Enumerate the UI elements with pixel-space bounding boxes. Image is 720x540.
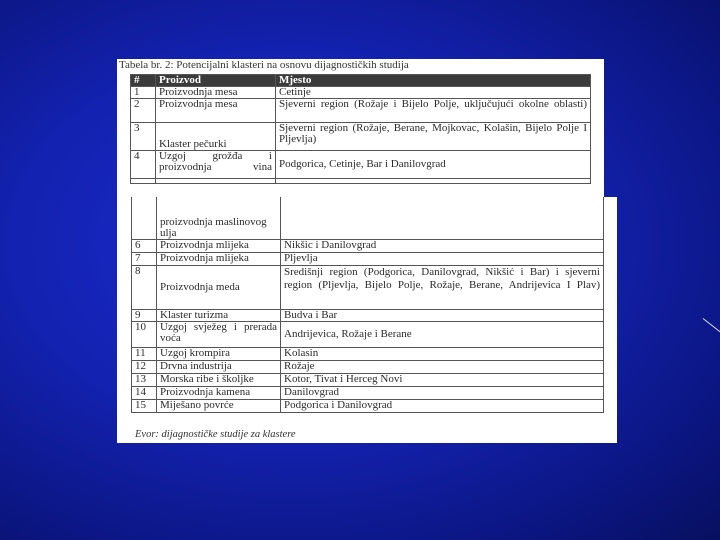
header-product: Proizvod [156, 75, 276, 87]
row-location: Nikšic i Danilovgrad [281, 239, 604, 252]
table-row [132, 360, 604, 373]
table-row [132, 347, 604, 360]
row-product: Drvna industrija [157, 360, 281, 373]
row-product: Klaster pečurki [156, 123, 276, 151]
clusters-table-bottom [131, 197, 604, 413]
table-row [132, 197, 604, 239]
row-product: Proizvodnja meda [157, 265, 281, 309]
row-location: Budva i Bar [281, 309, 604, 321]
row-product: Klaster turizma [157, 309, 281, 321]
row-num: 14 [132, 386, 157, 399]
table-row [131, 99, 591, 123]
table-row-cut [131, 179, 591, 184]
row-location: Rožaje [281, 360, 604, 373]
row-location: Pljevlja [281, 252, 604, 265]
row-location: Sjeverni region (Rožaje i Bijelo Polje, uključujući okolne oblasti) [276, 99, 591, 123]
table-row [132, 239, 604, 252]
row-num: 9 [132, 309, 157, 321]
table-row [132, 309, 604, 321]
row-location: Cetinje [276, 87, 591, 99]
row-product: Uzgoj krompira [157, 347, 281, 360]
row-product: Miješano povrće [157, 399, 281, 412]
row-num: 2 [131, 99, 156, 123]
row-product: Proizvodnja mlijeka [157, 239, 281, 252]
table-row [132, 373, 604, 386]
row-product: Proizvodnja kamena [157, 386, 281, 399]
table-row [132, 399, 604, 412]
row-num: 6 [132, 239, 157, 252]
table-row [132, 386, 604, 399]
row-product: Uzgoj grožđa i proizvodnja vina [156, 151, 276, 179]
row-num: 13 [132, 373, 157, 386]
clusters-table-top [130, 74, 591, 184]
row-num: 11 [132, 347, 157, 360]
row-location: Andrijevica, Rožaje i Berane [281, 321, 604, 347]
row-num: 12 [132, 360, 157, 373]
row-location: Podgorica i Danilovgrad [281, 399, 604, 412]
table-source-note: Evor: dijagnostičke studije za klastere [135, 429, 296, 440]
table-row [131, 87, 591, 99]
row-num: 3 [131, 123, 156, 151]
table-row [132, 321, 604, 347]
row-num: 4 [131, 151, 156, 179]
table-screenshot-top [117, 59, 604, 201]
row-location: Središnji region (Podgorica, Danilovgrad, Nikšić i Bar) i sjeverni region (Pljevlja, Bijelo Polje, Rožaje, Berane, Andrijevica I Plav) [281, 265, 604, 309]
table-row [132, 252, 604, 265]
row-product: Proizvodnja mesa [156, 99, 276, 123]
table-header-row [131, 75, 591, 87]
row-location: Danilovgrad [281, 386, 604, 399]
row-num: 7 [132, 252, 157, 265]
row-num [132, 197, 157, 239]
row-product: Proizvodnja mesa [156, 87, 276, 99]
row-location: Sjeverni region (Rožaje, Berane, Mojkovac, Kolašin, Bijelo Polje I Pljevlja) [276, 123, 591, 151]
table-row [132, 265, 604, 309]
row-num: 8 [132, 265, 157, 309]
table-caption: Tabela br. 2: Potencijalni klasteri na osnovu dijagnostičkih studija [119, 59, 409, 71]
row-location [281, 197, 604, 239]
row-product: Uzgoj svježeg i prerada voća [157, 321, 281, 347]
row-product: proizvodnja maslinovog ulja [157, 197, 281, 239]
row-location: Kolasin [281, 347, 604, 360]
row-num: 15 [132, 399, 157, 412]
row-location: Kotor, Tivat i Herceg Novi [281, 373, 604, 386]
row-num: 1 [131, 87, 156, 99]
table-screenshot-bottom [117, 197, 617, 443]
row-product: Proizvodnja mlijeka [157, 252, 281, 265]
row-location: Podgorica, Cetinje, Bar i Danilovgrad [276, 151, 591, 179]
header-location: Mjesto [276, 75, 591, 87]
table-row [131, 151, 591, 179]
row-num: 10 [132, 321, 157, 347]
row-product: Morska ribe i školjke [157, 373, 281, 386]
table-row [131, 123, 591, 151]
decorative-line [703, 318, 720, 334]
header-num: # [131, 75, 156, 87]
